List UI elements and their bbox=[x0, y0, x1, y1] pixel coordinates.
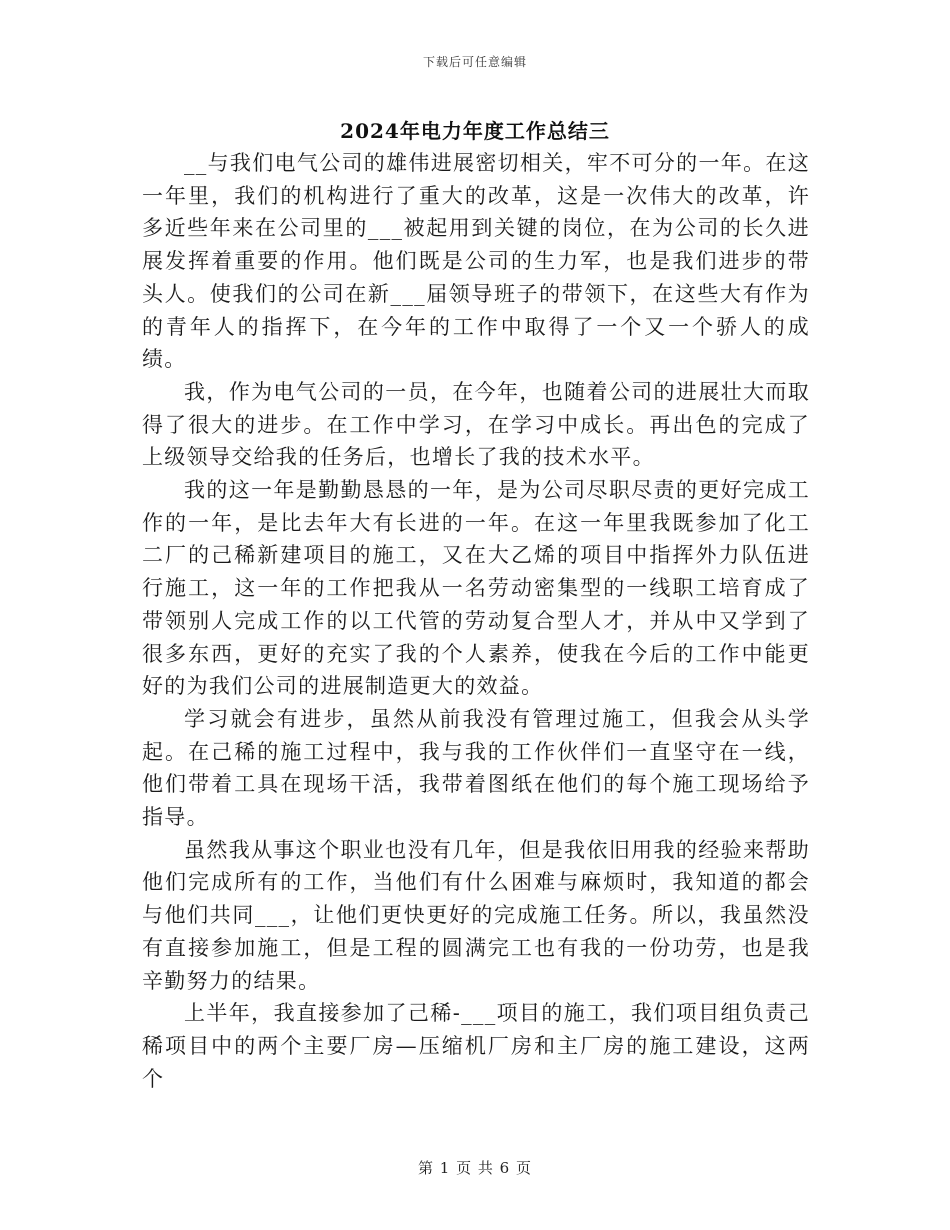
page-number: 第 1 页 共 6 页 bbox=[418, 1159, 532, 1177]
paragraph: 学习就会有进步，虽然从前我没有管理过施工，但我会从头学起。在己稀的施工过程中，我与我的工作伙伴们一直坚守在一线，他们带着工具在现场干活，我带着图纸在他们的每个施工现场给予指导。 bbox=[142, 706, 810, 830]
header-note: 下载后可任意编辑 bbox=[422, 55, 527, 69]
document-body bbox=[142, 147, 810, 1095]
paragraph: 上半年，我直接参加了己稀-___项目的施工，我们项目组负责己稀项目中的两个主要厂房—压缩机厂房和主厂房的施工建设，这两个 bbox=[142, 1001, 810, 1091]
paragraph: 我，作为电气公司的一员，在今年，也随着公司的进展壮大而取得了很大的进步。在工作中学习，在学习中成长。再出色的完成了上级领导交给我的任务后，也增长了我的技术水平。 bbox=[142, 379, 810, 470]
paragraph: 虽然我从事这个职业也没有几年，但是我依旧用我的经验来帮助他们完成所有的工作，当他们有什么困难与麻烦时，我知道的都会与他们共同___，让他们更快更好的完成施工任务。所以，我虽然没有直接参加施工，但是工程的圆满完工也有我的一份功劳，也是我辛勤努力的结果。 bbox=[142, 837, 810, 993]
document-title: 2024年电力年度工作总结三 bbox=[340, 119, 610, 143]
paragraph: __与我们电气公司的雄伟进展密切相关，牢不可分的一年。在这一年里，我们的机构进行了重大的改革，这是一次伟大的改革，许多近些年来在公司里的___被起用到关键的岗位，在为公司的长久进展发挥着重要的作用。他们既是公司的生力军，也是我们进步的带头人。使我们的公司在新___届领导班子的带领下，在这些大有作为的青年人的指挥下，在今年的工作中取得了一个又一个骄人的成绩。 bbox=[142, 151, 810, 372]
paragraph: 我的这一年是勤勤恳恳的一年，是为公司尽职尽责的更好完成工作的一年，是比去年大有长进的一年。在这一年里我既参加了化工二厂的己稀新建项目的施工，又在大乙烯的项目中指挥外力队伍进行施工，这一年的工作把我从一名劳动密集型的一线职工培育成了带领别人完成工作的以工代管的劳动复合型人才，并从中又学到了很多东西，更好的充实了我的个人素养，使我在今后的工作中能更好的为我们公司的进展制造更大的效益。 bbox=[142, 478, 810, 699]
